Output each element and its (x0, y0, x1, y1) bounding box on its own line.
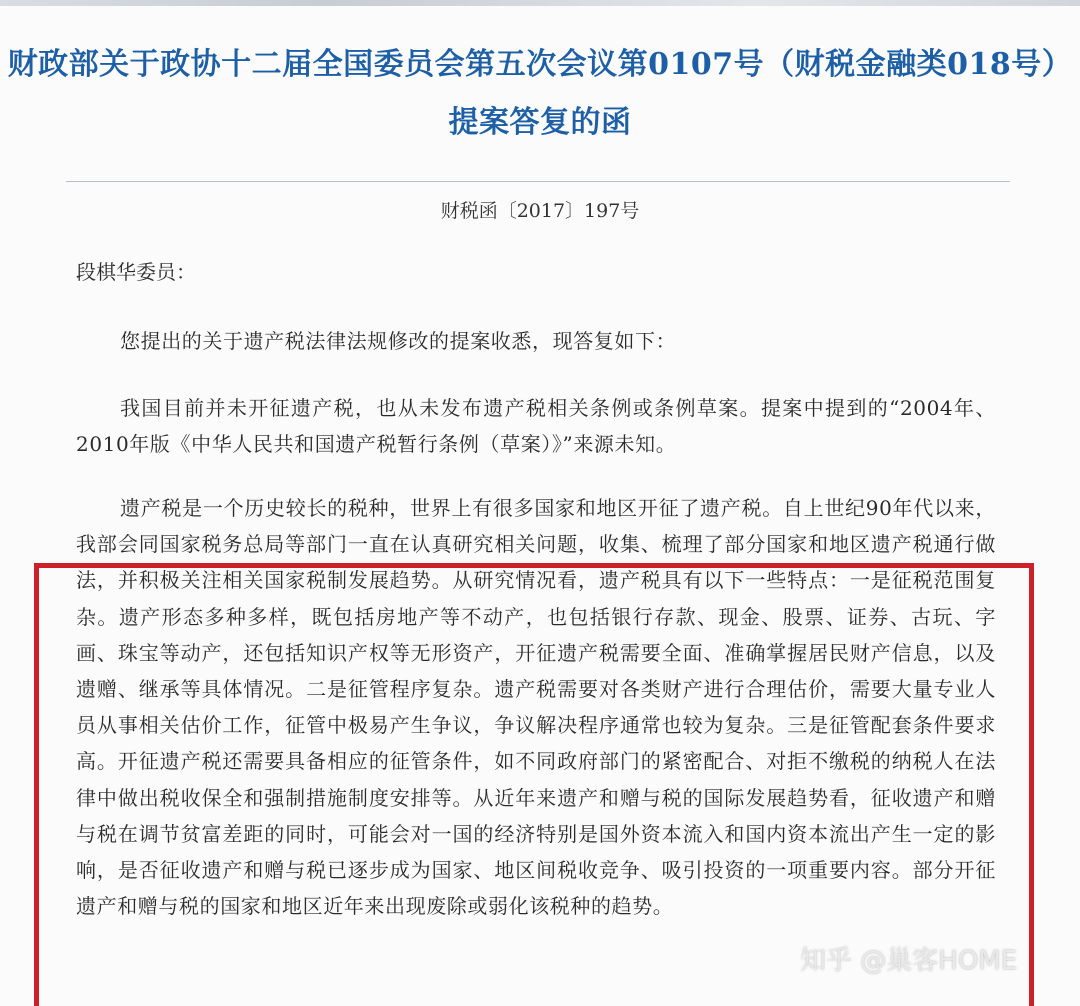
paragraph-3: 遗产税是一个历史较长的税种，世界上有很多国家和地区开征了遗产税。自上世纪90年代以来，我部会同国家税务总局等部门一直在认真研究相关问题，收集、梳理了部分国家和地区遗产税通行做法，并积极关注相关国家税制发展趋势。从研究情况看，遗产税具有以下一些特点：一是征税范围复杂。遗产形态多种多样，既包括房地产等不动产，也包括银行存款、现金、股票、证券、古玩、字画、珠宝等动产，还包括知识产权等无形资产，开征遗产税需要全面、准确掌握居民财产信息，以及遗赠、继承等具体情况。二是征管程序复杂。遗产税需要对各类财产进行合理估价，需要大量专业人员从事相关估价工作，征管中极易产生争议，争议解决程序通常也较为复杂。三是征管配套条件要求高。开征遗产税还需要具备相应的征管条件，如不同政府部门的紧密配合、对拒不缴税的纳税人在法律中做出税收保全和强制措施制度安排等。从近年来遗产和赠与税的国际发展趋势看，征收遗产和赠与税在调节贫富差距的同时，可能会对一国的经济特别是国外资本流入和国内资本流出产生一定的影响，是否征收遗产和赠与税已逐步成为国家、地区间税收竞争、吸引投资的一项重要内容。部分开征遗产和赠与税的国家和地区近年来出现废除或弱化该税种的趋势。 (76, 496, 996, 919)
top-edge-strip (0, 0, 1080, 6)
paragraph-1: 您提出的关于遗产税法律法规修改的提案收悉，现答复如下： (120, 329, 677, 353)
title-divider (66, 181, 1010, 182)
red-highlight-box (34, 563, 1034, 1006)
paragraph-2: 我国目前并未开征遗产税，也从未发布遗产税相关条例或条例草案。提案中提到的“2004年、2010年版《中华人民共和国遗产税暂行条例（草案）》”来源未知。 (76, 396, 996, 456)
salutation: 段棋华委员： (76, 260, 196, 284)
document-number: 财税函〔2017〕197号 (440, 200, 640, 222)
document-title: 财政部关于政协十二届全国委员会第五次会议第0107号（财税金融类018号）提案答复的函 (7, 47, 1073, 140)
watermark: 知乎 @巢客HOME (800, 946, 1018, 976)
